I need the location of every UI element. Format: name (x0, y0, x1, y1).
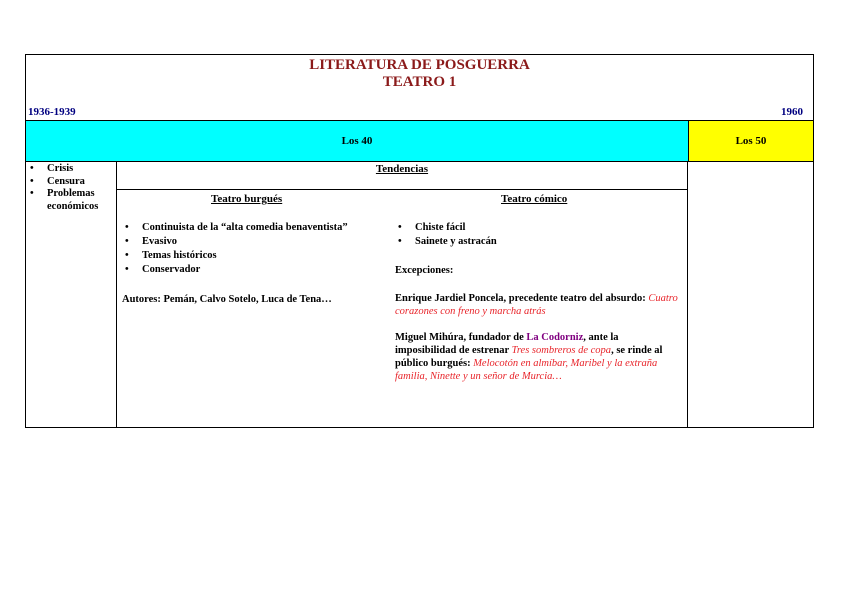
mihura-text: , ante la imposibilidad de estrenar (395, 332, 619, 356)
mihura-paragraph (395, 331, 680, 383)
list-item: • Censura (26, 176, 116, 189)
decade-40s-label: Los 40 (341, 135, 373, 147)
exceptions-label: Excepciones: (395, 265, 454, 276)
context-list (26, 163, 116, 213)
list-item: • Sainete y astracán (394, 235, 684, 249)
mihura-works-list: Melocotón en almíbar, Maribel y la extraña familia, Ninette y un señor de Murcia… (395, 358, 658, 382)
page-title: LITERATURA DE POSGUERRA (309, 57, 530, 73)
list-item: • Evasivo (121, 235, 396, 249)
burgues-authors: Autores: Pemán, Calvo Sotelo, Luca de Tena… (122, 294, 332, 305)
comico-list (394, 221, 684, 249)
decade-50s-band (688, 120, 813, 162)
burgues-list (121, 221, 396, 277)
column-divider-right (687, 162, 688, 428)
list-item: • Crisis (26, 163, 116, 176)
year-start-label: 1936-1939 (28, 106, 76, 118)
document-table (25, 54, 814, 428)
list-item: • Conservador (121, 263, 396, 277)
jardiel-work: Cuatro corazones con freno y marcha atrás (395, 293, 678, 317)
page-subtitle: TEATRO 1 (382, 74, 457, 90)
mihura-work: Tres sombreros de copa (511, 345, 612, 356)
teatro-comico-heading: Teatro cómico (501, 193, 568, 205)
magazine-name: La Codorniz (526, 332, 584, 343)
mihura-text: Miguel Mihúra, fundador de (395, 332, 524, 343)
jardiel-text: Enrique Jardiel Poncela, precedente teatro del absurdo: (395, 293, 646, 304)
tendencias-divider (116, 189, 688, 190)
list-item: • Chiste fácil (394, 221, 684, 235)
year-end-label: 1960 (781, 106, 803, 118)
decade-40s-band (26, 120, 688, 162)
tendencias-heading: Tendencias (375, 163, 429, 175)
teatro-burgues-heading: Teatro burgués (211, 193, 283, 205)
list-item: • Problemas económicos (26, 188, 116, 213)
mihura-text: , se rinde al público burgués: (395, 345, 663, 369)
jardiel-paragraph (395, 292, 680, 318)
decade-50s-label: Los 50 (735, 135, 767, 147)
column-divider-left (116, 162, 117, 428)
list-item: • Continuista de la “alta comedia benaventista” (121, 221, 396, 235)
list-item: • Temas históricos (121, 249, 396, 263)
